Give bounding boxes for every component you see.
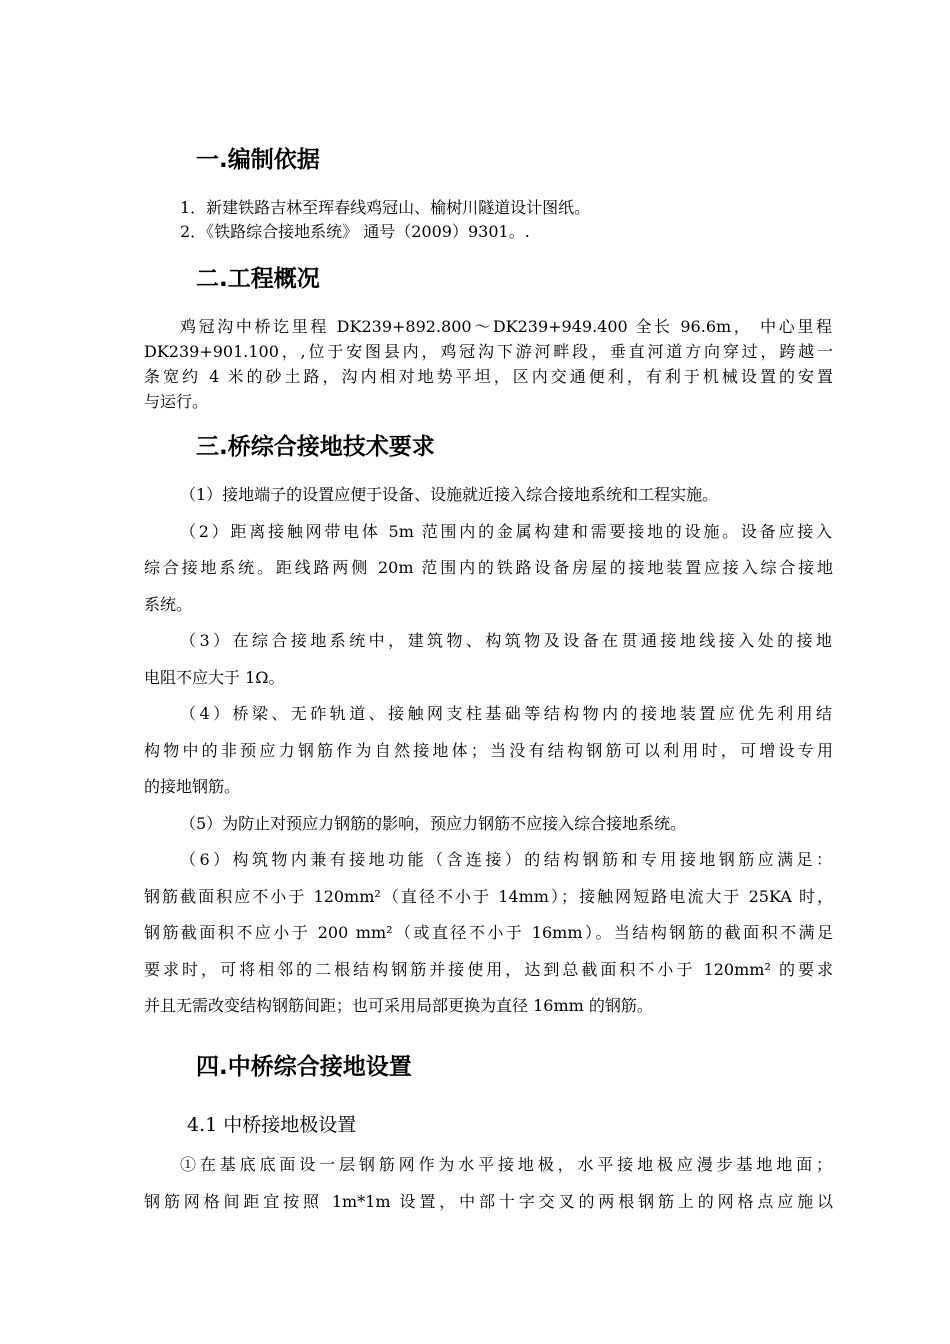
section-heading-3: 三.桥综合接地技术要求 [196, 434, 435, 460]
requirement-line: 综合接地系统。距线路两侧 20m 范围内的铁路设备房屋的接地装置应接入综合接地 [144, 558, 833, 577]
requirement-line: 系统。 [144, 595, 193, 614]
paragraph-line: 钢筋网格间距宜按照 1m*1m 设置，中部十字交叉的两根钢筋上的网格点应施以 [144, 1192, 833, 1211]
requirement-line: （4）桥梁、无砟轨道、接触网支柱基础等结构物内的接地装置应优先利用结 [180, 704, 832, 723]
requirement-line: 电阻不应大于 1Ω。 [144, 668, 285, 687]
section-heading-2: 二.工程概况 [196, 266, 320, 292]
requirement-line: （2）距离接触网带电体 5m 范围内的金属构建和需要接地的设施。设备应接入 [180, 522, 832, 541]
requirement-line: （1）接地端子的设置应便于设备、设施就近接入综合接地系统和工程实施。 [180, 485, 719, 504]
paragraph-line: 条宽约 4 米的砂土路，沟内相对地势平坦，区内交通便利，有利于机械设置的安置 [144, 367, 833, 386]
requirement-line: 钢筋截面积不应小于 200 mm²（或直径不小于 16mm）。当结构钢筋的截面积不满足 [144, 923, 833, 942]
paragraph-line: 与运行。 [144, 392, 209, 411]
requirement-line: 要求时，可将相邻的二根结构钢筋并接使用，达到总截面积不小于 120mm² 的要求 [144, 960, 833, 979]
requirement-line: （6）构筑物内兼有接地功能（含连接）的结构钢筋和专用接地钢筋应满足： [180, 850, 832, 869]
requirement-line: 的接地钢筋。 [144, 777, 241, 796]
subsection-heading: 4.1 中桥接地极设置 [187, 1114, 357, 1136]
requirement-line: （3）在综合接地系统中，建筑物、构筑物及设备在贯通接地线接入处的接地 [180, 631, 832, 650]
section-heading-4: 四.中桥综合接地设置 [196, 1054, 412, 1080]
list-item: 1．新建铁路吉林至珲春线鸡冠山、榆树川隧道设计图纸。 [180, 198, 591, 217]
requirement-line: 钢筋截面积应不小于 120mm²（直径不小于 14mm）；接触网短路电流大于 25KA 时， [144, 887, 833, 906]
paragraph-line: DK239+901.100，,位于安图县内，鸡冠沟下游河畔段，垂直河道方向穿过，跨越一 [144, 342, 833, 361]
requirement-line: 并且无需改变结构钢筋间距；也可采用局部更换为直径 16mm 的钢筋。 [144, 996, 653, 1015]
section-heading-1: 一.编制依据 [196, 147, 320, 173]
list-item: 2．《铁路综合接地系统》 通号（2009）9301。. [180, 222, 530, 241]
paragraph-line: 鸡冠沟中桥讫里程 DK239+892.800～DK239+949.400 全长 96.6m， 中心里程 [180, 317, 832, 336]
requirement-line: （5）为防止对预应力钢筋的影响，预应力钢筋不应接入综合接地系统。 [180, 814, 687, 833]
paragraph-line: ①在基底底面设一层钢筋网作为水平接地极，水平接地极应漫步基地地面； [180, 1155, 832, 1174]
requirement-line: 构物中的非预应力钢筋作为自然接地体；当没有结构钢筋可以利用时，可增设专用 [144, 741, 833, 760]
